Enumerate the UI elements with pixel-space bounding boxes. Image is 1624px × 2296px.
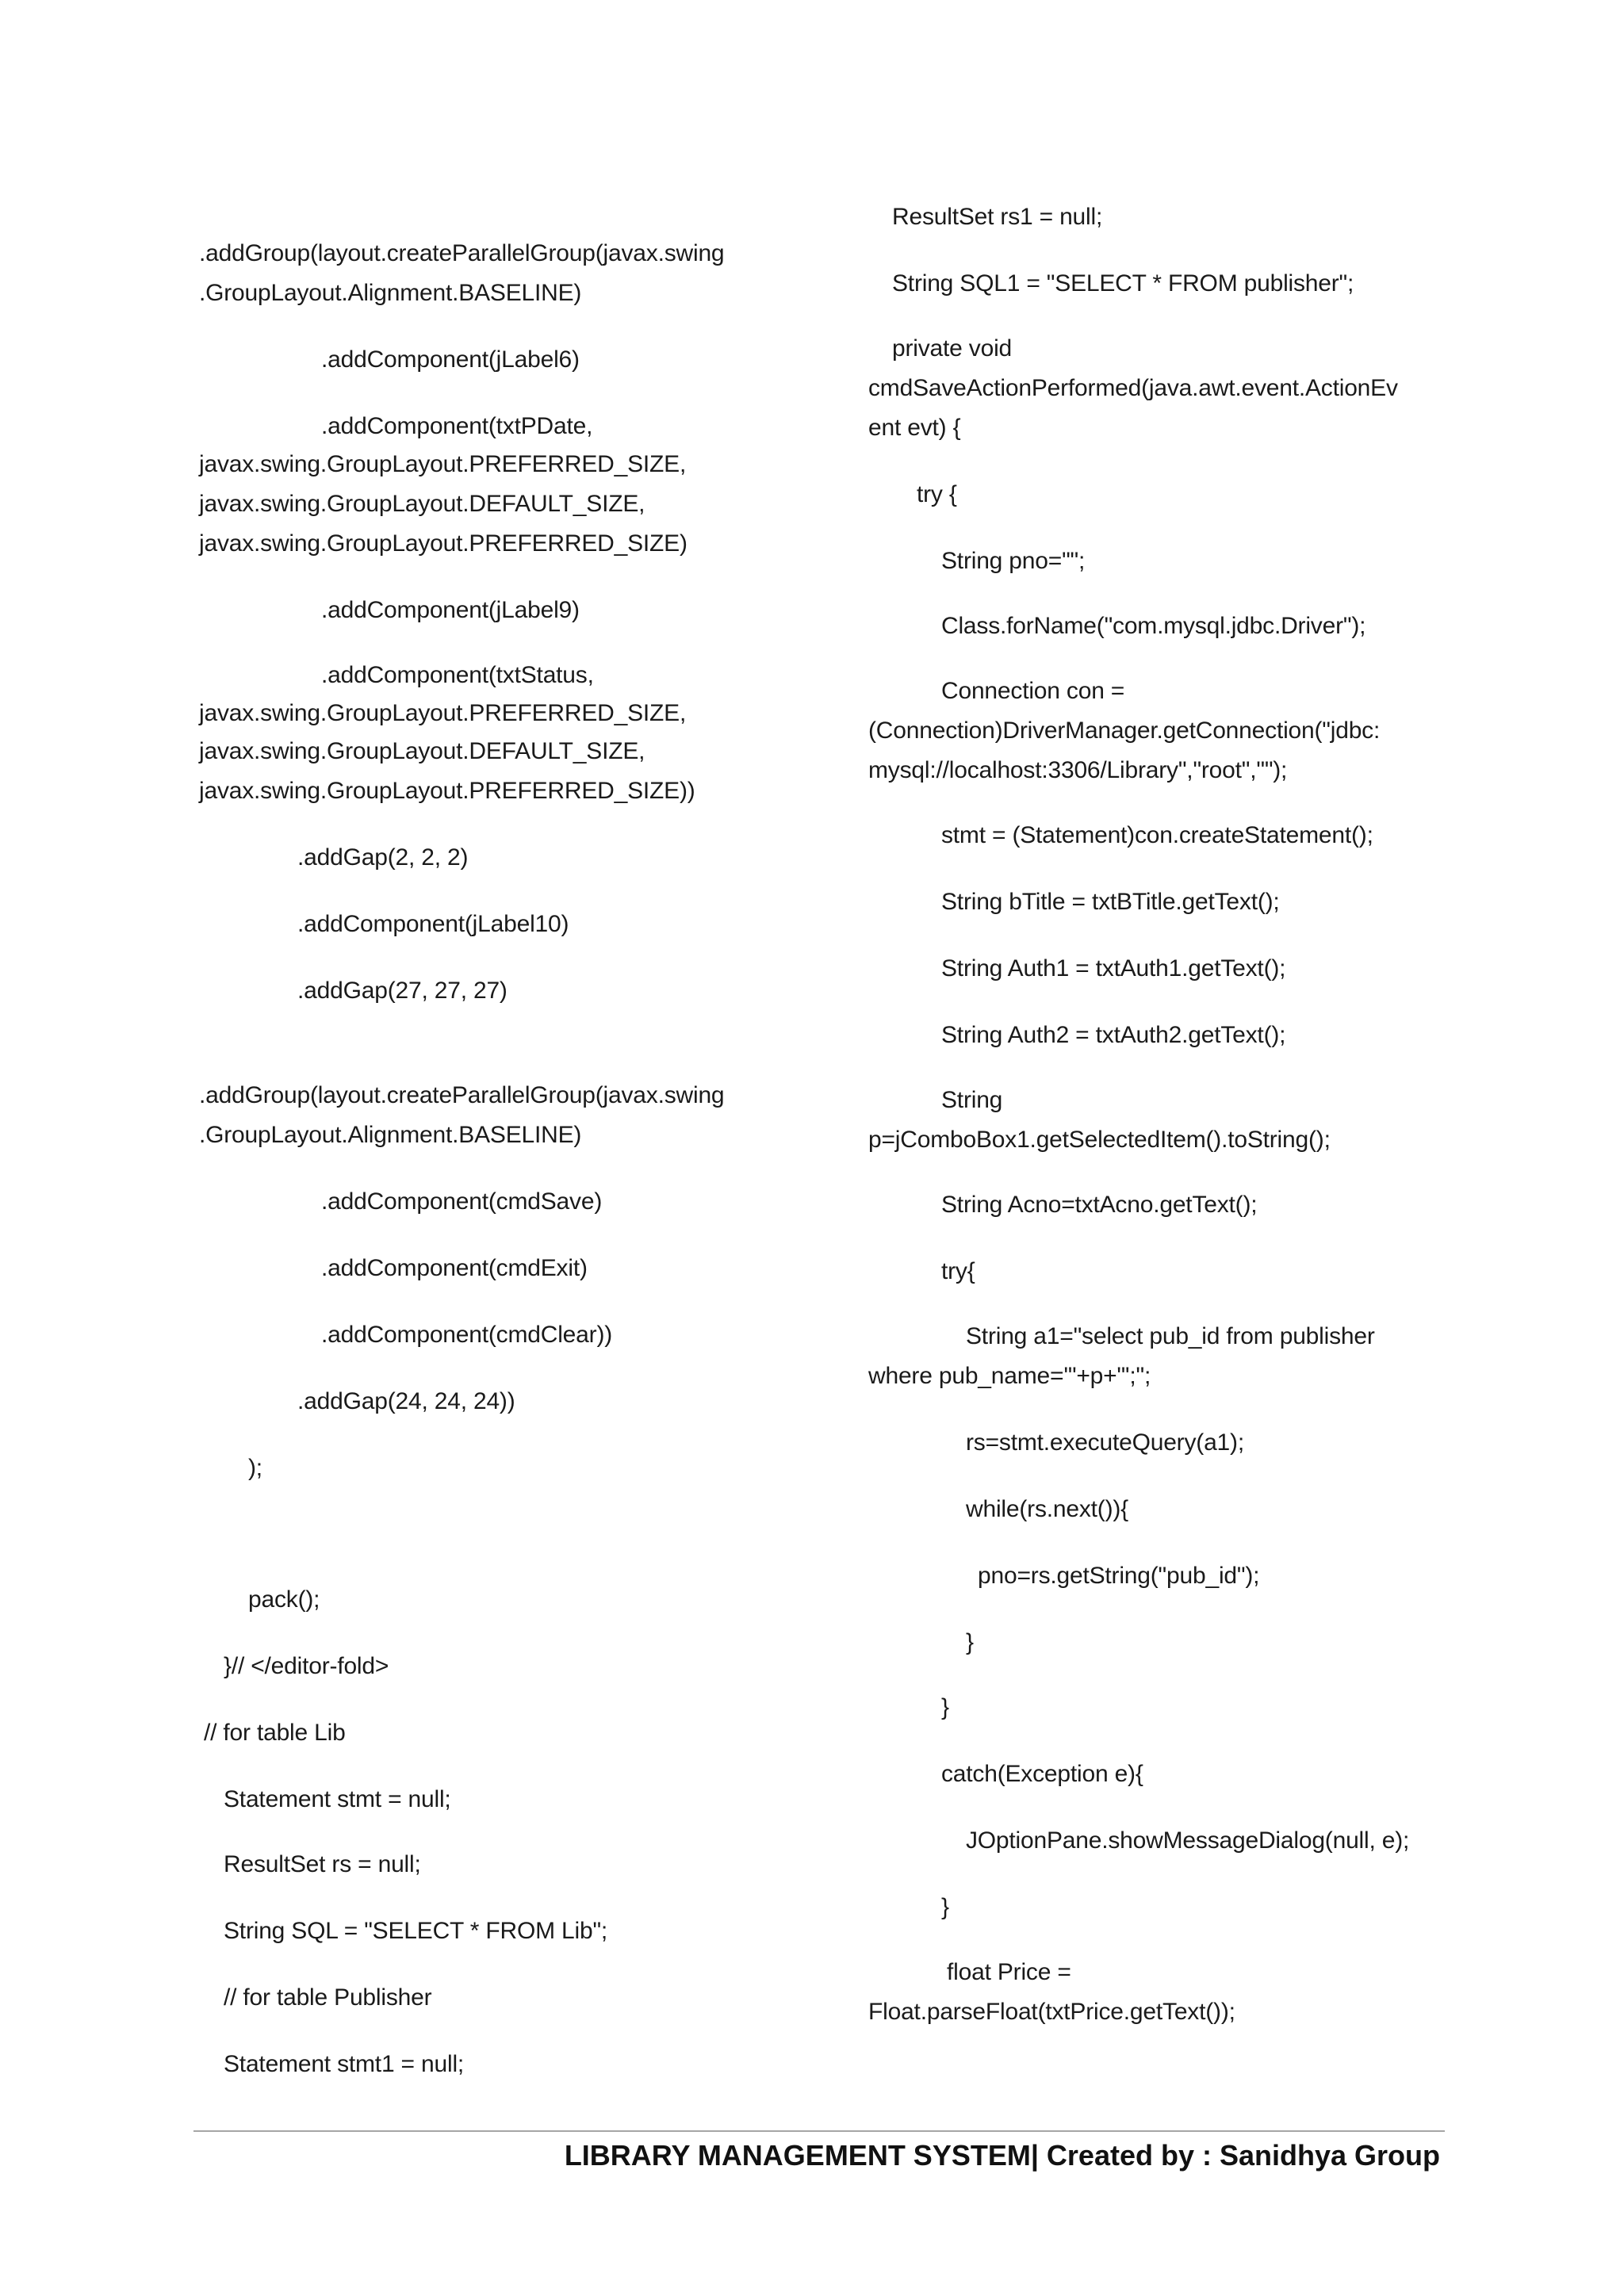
code-line: where pub_name='"+p+"';"; bbox=[868, 1363, 1151, 1389]
code-line: while(rs.next()){ bbox=[966, 1496, 1128, 1522]
code-line: Float.parseFloat(txtPrice.getText()); bbox=[868, 1999, 1235, 2025]
code-line: } bbox=[966, 1629, 974, 1655]
code-line: javax.swing.GroupLayout.PREFERRED_SIZE)) bbox=[199, 778, 695, 804]
code-line: pack(); bbox=[248, 1586, 320, 1613]
code-line: (Connection)DriverManager.getConnection("jdbc: bbox=[868, 718, 1381, 744]
code-line: ResultSet rs = null; bbox=[224, 1851, 421, 1877]
code-line: String a1="select pub_id from publisher bbox=[966, 1323, 1375, 1349]
code-line: ResultSet rs1 = null; bbox=[892, 204, 1103, 230]
code-line: .addComponent(cmdSave) bbox=[321, 1188, 603, 1215]
code-line: Statement stmt1 = null; bbox=[224, 2051, 465, 2077]
code-line: javax.swing.GroupLayout.DEFAULT_SIZE, bbox=[199, 738, 645, 764]
code-line: javax.swing.GroupLayout.PREFERRED_SIZE, bbox=[199, 451, 687, 477]
code-line: Class.forName("com.mysql.jdbc.Driver"); bbox=[941, 613, 1366, 639]
code-line: ); bbox=[248, 1455, 262, 1481]
code-line: .addComponent(txtStatus, bbox=[321, 662, 594, 688]
code-line: String Auth1 = txtAuth1.getText(); bbox=[941, 955, 1286, 982]
code-comment: // for table Lib bbox=[204, 1720, 346, 1746]
code-line: Statement stmt = null; bbox=[224, 1786, 451, 1812]
code-line: ent evt) { bbox=[868, 415, 961, 441]
code-line: String pno=""; bbox=[941, 548, 1086, 574]
code-line: rs=stmt.executeQuery(a1); bbox=[966, 1429, 1244, 1456]
code-line: .addComponent(jLabel6) bbox=[321, 346, 580, 373]
code-line: String SQL1 = "SELECT * FROM publisher"; bbox=[892, 270, 1354, 297]
code-line: .addComponent(txtPDate, bbox=[321, 413, 593, 439]
code-line: String Auth2 = txtAuth2.getText(); bbox=[941, 1022, 1286, 1048]
footer-divider bbox=[193, 2130, 1445, 2132]
code-line: .addGap(27, 27, 27) bbox=[297, 978, 508, 1004]
code-line: String SQL = "SELECT * FROM Lib"; bbox=[224, 1918, 608, 1944]
code-line: .addComponent(jLabel10) bbox=[297, 911, 569, 937]
code-line: String bTitle = txtBTitle.getText(); bbox=[941, 889, 1280, 915]
code-line: .addGap(2, 2, 2) bbox=[297, 844, 469, 871]
code-line: catch(Exception e){ bbox=[941, 1761, 1143, 1787]
code-line: } bbox=[941, 1694, 949, 1720]
code-line: String bbox=[941, 1087, 1003, 1113]
code-line: javax.swing.GroupLayout.DEFAULT_SIZE, bbox=[199, 491, 645, 517]
code-line: p=jComboBox1.getSelectedItem().toString(); bbox=[868, 1127, 1331, 1153]
code-line: .addComponent(cmdExit) bbox=[321, 1255, 588, 1281]
code-line: .addGroup(layout.createParallelGroup(javax.swing bbox=[199, 1082, 725, 1108]
code-comment: // for table Publisher bbox=[224, 1984, 432, 2011]
footer-caption: LIBRARY MANAGEMENT SYSTEM| Created by : Sanidhya Group bbox=[564, 2139, 1440, 2172]
code-line: .addGroup(layout.createParallelGroup(javax.swing bbox=[199, 240, 725, 266]
code-line: Connection con = bbox=[941, 678, 1125, 704]
code-line: try { bbox=[917, 481, 957, 507]
code-line: JOptionPane.showMessageDialog(null, e); bbox=[966, 1827, 1410, 1854]
code-line: javax.swing.GroupLayout.PREFERRED_SIZE) bbox=[199, 530, 688, 557]
code-line: }// </editor-fold> bbox=[224, 1653, 389, 1679]
code-line: stmt = (Statement)con.createStatement(); bbox=[941, 822, 1373, 848]
code-line: cmdSaveActionPerformed(java.awt.event.ActionEv bbox=[868, 375, 1398, 401]
code-line: float Price = bbox=[947, 1959, 1071, 1985]
code-line: mysql://localhost:3306/Library","root",""); bbox=[868, 757, 1288, 783]
code-line: private void bbox=[892, 335, 1013, 362]
code-line: .GroupLayout.Alignment.BASELINE) bbox=[199, 280, 582, 306]
code-line: try{ bbox=[941, 1258, 975, 1284]
code-line: pno=rs.getString("pub_id"); bbox=[978, 1563, 1260, 1589]
code-line: } bbox=[941, 1894, 949, 1920]
code-line: javax.swing.GroupLayout.PREFERRED_SIZE, bbox=[199, 700, 687, 726]
code-line: .addGap(24, 24, 24)) bbox=[297, 1388, 515, 1414]
code-line: String Acno=txtAcno.getText(); bbox=[941, 1192, 1258, 1218]
code-line: .GroupLayout.Alignment.BASELINE) bbox=[199, 1122, 582, 1148]
code-line: .addComponent(jLabel9) bbox=[321, 597, 580, 623]
code-line: .addComponent(cmdClear)) bbox=[321, 1322, 613, 1348]
